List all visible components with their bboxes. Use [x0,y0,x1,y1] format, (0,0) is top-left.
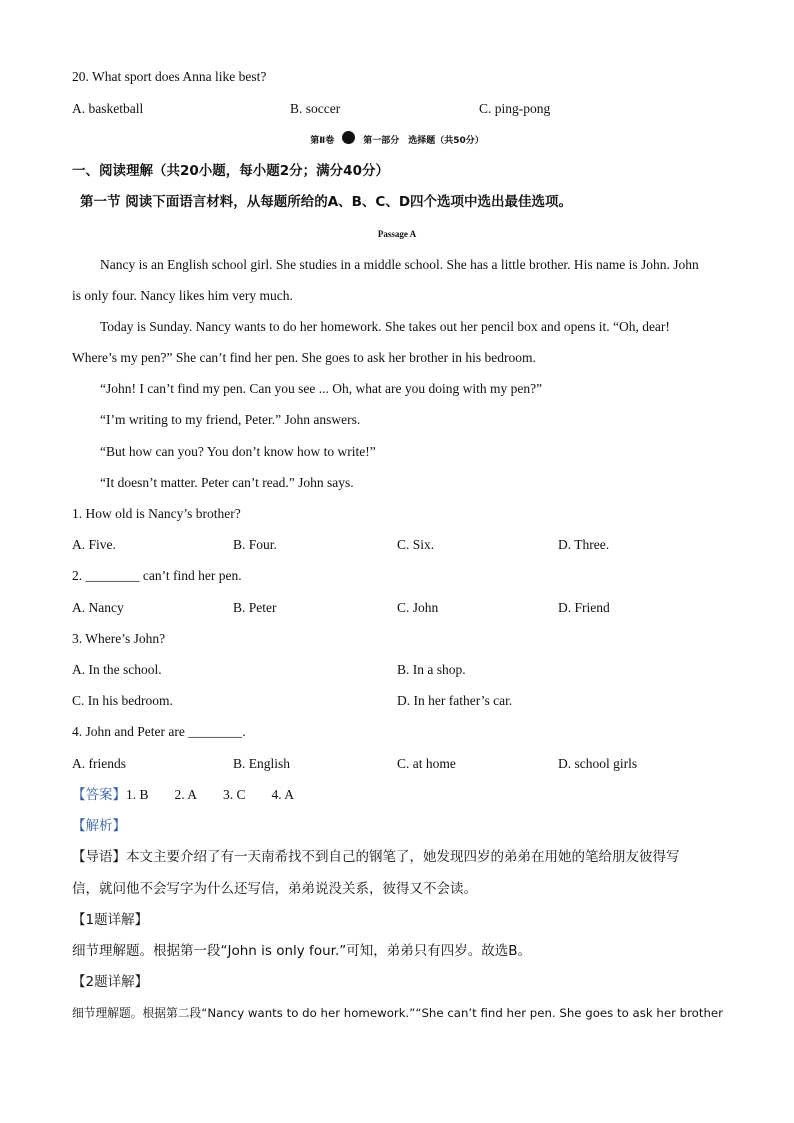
question-2: 2. ________ can’t find her pen. [72,568,242,583]
q1-option-d: D. Three. [558,537,610,552]
q1-option-c: C. Six. [397,537,435,552]
q20-option-b: B. soccer [290,101,341,116]
q20-option-a: A. basketball [72,101,144,116]
q2-option-c: C. John [397,600,439,615]
question-4: 4. John and Peter are ________. [72,724,246,739]
q3-option-d: D. In her father’s car. [397,693,513,708]
section-header [0,131,794,150]
q2-option-b: B. Peter [233,600,277,615]
answer-1: 1. B [126,787,149,802]
section-part: 第Ⅱ卷 [310,136,335,146]
q2-option-a: A. Nancy [72,600,124,615]
intro-line2: 信，就问他不会写字为什么还写信，弟弟说没关系，彼得又不会读。 [72,881,477,897]
section-instruction: 第一节 阅读下面语言材料，从每题所给的A、B、C、D四个选项中选出最佳选项。 [80,194,573,210]
answer-label: 【答案】 [72,787,126,803]
q3-option-a: A. In the school. [72,662,162,677]
passage-p6: “It doesn’t matter. Peter can’t read.” John says. [100,475,354,490]
analysis-label: 【解析】 [72,818,126,834]
detail2-text: 细节理解题。根据第二段“Nancy wants to do her homework.”“She can’t find her pen. She goes to ask her brother [72,1006,723,1020]
question-3: 3. Where’s John? [72,631,166,646]
answer-3: 3. C [223,787,246,802]
detail1-text: 细节理解题。根据第一段“John is only four.”可知，弟弟只有四岁。故选B。 [72,943,531,959]
passage-p4: “I’m writing to my friend, Peter.” John answers. [100,412,361,427]
detail1-label: 【1题详解】 [72,912,149,928]
passage-p1-line1: Nancy is an English school girl. She studies in a middle school. She has a little brother. His name is John. John [100,257,699,272]
q2-option-d: D. Friend [558,600,610,615]
question-1: 1. How old is Nancy’s brother? [72,506,241,521]
intro-label: 【导语】 [72,849,126,865]
q3-option-c: C. In his bedroom. [72,693,173,708]
passage-title: Passage A [377,229,417,239]
q1-option-b: B. Four. [233,537,277,552]
passage-p2-line1: Today is Sunday. Nancy wants to do her homework. She takes out her pencil box and opens it. “Oh, dear! [100,319,670,334]
answer-4: 4. A [271,787,295,802]
q4-option-c: C. at home [397,756,456,771]
question-20: 20. What sport does Anna like best? [72,69,267,84]
bullet-dot-icon [342,131,355,144]
q1-option-a: A. Five. [72,537,116,552]
passage-p3: “John! I can’t find my pen. Can you see ... Oh, what are you doing with my pen?” [100,381,543,396]
q20-option-c: C. ping-pong [479,101,551,116]
answer-row [72,786,294,804]
passage-p1-line2: is only four. Nancy likes him very much. [72,288,293,303]
detail2-label: 【2题详解】 [72,974,149,990]
q4-option-b: B. English [233,756,291,771]
reading-heading: 一、阅读理解（共20小题，每小题2分；满分40分） [72,163,389,179]
answer-2: 2. A [174,787,198,802]
q3-option-b: B. In a shop. [397,662,466,677]
section-title: 第一部分 选择题（共50分） [363,136,484,146]
q4-option-a: A. friends [72,756,126,771]
q4-option-d: D. school girls [558,756,638,771]
intro-line1 [72,848,680,866]
passage-p2-line2: Where’s my pen?” She can’t find her pen. She goes to ask her brother in his bedroom. [72,350,536,365]
passage-p5: “But how can you? You don’t know how to write!” [100,444,376,459]
intro-text-line1: 本文主要介绍了有一天南希找不到自己的钢笔了，她发现四岁的弟弟在用她的笔给朋友彼得写 [126,849,680,865]
